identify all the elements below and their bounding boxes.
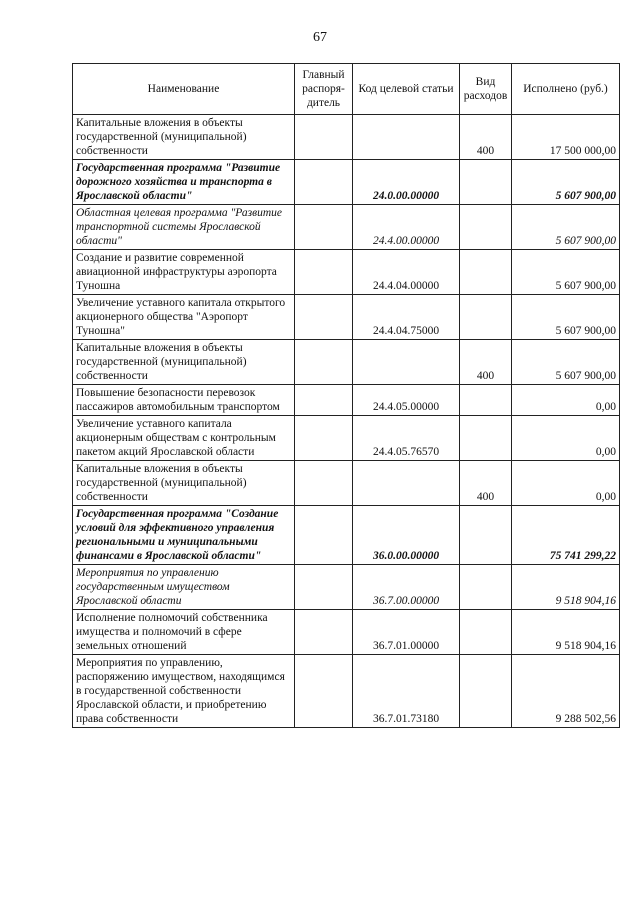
cell-executed-amount: 0,00 xyxy=(512,416,620,461)
cell-expense-type: 400 xyxy=(460,461,512,506)
cell-chief-administrator xyxy=(295,250,353,295)
table-row xyxy=(73,295,620,340)
cell-name: Повышение безопасности перевозок пассажиров автомобильным транспортом xyxy=(73,385,295,416)
header-expense-type: Вид расходов xyxy=(460,64,512,115)
table-row xyxy=(73,340,620,385)
cell-target-code xyxy=(353,461,460,506)
cell-chief-administrator xyxy=(295,115,353,160)
cell-chief-administrator xyxy=(295,385,353,416)
cell-executed-amount: 75 741 299,22 xyxy=(512,506,620,565)
cell-target-code: 36.7.01.00000 xyxy=(353,610,460,655)
table-row xyxy=(73,655,620,728)
cell-executed-amount: 5 607 900,00 xyxy=(512,340,620,385)
cell-target-code: 24.0.00.00000 xyxy=(353,160,460,205)
cell-target-code: 24.4.04.75000 xyxy=(353,295,460,340)
table-row xyxy=(73,416,620,461)
cell-executed-amount: 9 518 904,16 xyxy=(512,565,620,610)
table-row xyxy=(73,461,620,506)
cell-target-code: 36.0.00.00000 xyxy=(353,506,460,565)
cell-target-code xyxy=(353,340,460,385)
budget-execution-table xyxy=(72,63,620,728)
cell-expense-type xyxy=(460,205,512,250)
cell-target-code: 24.4.05.00000 xyxy=(353,385,460,416)
cell-expense-type xyxy=(460,416,512,461)
cell-target-code: 24.4.05.76570 xyxy=(353,416,460,461)
cell-expense-type xyxy=(460,610,512,655)
cell-expense-type xyxy=(460,506,512,565)
cell-executed-amount: 5 607 900,00 xyxy=(512,250,620,295)
table-row xyxy=(73,565,620,610)
table-row xyxy=(73,160,620,205)
cell-executed-amount: 0,00 xyxy=(512,385,620,416)
cell-executed-amount: 5 607 900,00 xyxy=(512,295,620,340)
header-chief-administrator: Главный распоря-дитель xyxy=(295,64,353,115)
cell-expense-type xyxy=(460,655,512,728)
cell-name: Капитальные вложения в объекты государственной (муниципальной) собственности xyxy=(73,115,295,160)
cell-expense-type xyxy=(460,160,512,205)
table-row xyxy=(73,205,620,250)
cell-name: Мероприятия по управлению государственным имуществом Ярославской области xyxy=(73,565,295,610)
table-row xyxy=(73,115,620,160)
cell-target-code: 24.4.00.00000 xyxy=(353,205,460,250)
cell-name: Государственная программа "Создание условий для эффективного управления региональными и муниципальными финансами в Ярославской области" xyxy=(73,506,295,565)
header-name: Наименование xyxy=(73,64,295,115)
cell-chief-administrator xyxy=(295,295,353,340)
cell-target-code xyxy=(353,115,460,160)
cell-expense-type: 400 xyxy=(460,115,512,160)
cell-chief-administrator xyxy=(295,506,353,565)
cell-name: Капитальные вложения в объекты государственной (муниципальной) собственности xyxy=(73,340,295,385)
cell-executed-amount: 9 288 502,56 xyxy=(512,655,620,728)
header-executed-amount: Исполнено (руб.) xyxy=(512,64,620,115)
cell-expense-type xyxy=(460,250,512,295)
cell-chief-administrator xyxy=(295,340,353,385)
cell-chief-administrator xyxy=(295,461,353,506)
cell-name: Увеличение уставного капитала акционерным обществам с контрольным пакетом акций Ярославской области xyxy=(73,416,295,461)
page-number: 67 xyxy=(313,30,327,45)
cell-name: Исполнение полномочий собственника имущества и полномочий в сфере земельных отношений xyxy=(73,610,295,655)
table-header-row xyxy=(73,64,620,115)
cell-executed-amount: 5 607 900,00 xyxy=(512,160,620,205)
cell-executed-amount: 5 607 900,00 xyxy=(512,205,620,250)
table-row xyxy=(73,610,620,655)
cell-executed-amount: 9 518 904,16 xyxy=(512,610,620,655)
cell-name: Капитальные вложения в объекты государственной (муниципальной) собственности xyxy=(73,461,295,506)
cell-chief-administrator xyxy=(295,416,353,461)
cell-name: Государственная программа "Развитие дорожного хозяйства и транспорта в Ярославской области" xyxy=(73,160,295,205)
table-row xyxy=(73,506,620,565)
cell-name: Увеличение уставного капитала открытого акционерного общества "Аэропорт Туношна" xyxy=(73,295,295,340)
cell-target-code: 24.4.04.00000 xyxy=(353,250,460,295)
cell-expense-type: 400 xyxy=(460,340,512,385)
cell-name: Создание и развитие современной авиационной инфраструктуры аэропорта Туношна xyxy=(73,250,295,295)
cell-name: Областная целевая программа "Развитие транспортной системы Ярославской области" xyxy=(73,205,295,250)
cell-expense-type xyxy=(460,565,512,610)
cell-chief-administrator xyxy=(295,565,353,610)
cell-chief-administrator xyxy=(295,160,353,205)
cell-chief-administrator xyxy=(295,205,353,250)
table-body xyxy=(73,115,620,728)
cell-expense-type xyxy=(460,295,512,340)
cell-name: Мероприятия по управлению, распоряжению имуществом, находящимся в государственной собственности Ярославской области, и приобретению права собственности xyxy=(73,655,295,728)
table-row xyxy=(73,250,620,295)
cell-target-code: 36.7.00.00000 xyxy=(353,565,460,610)
cell-expense-type xyxy=(460,385,512,416)
header-target-code: Код целевой статьи xyxy=(353,64,460,115)
cell-chief-administrator xyxy=(295,610,353,655)
cell-target-code: 36.7.01.73180 xyxy=(353,655,460,728)
cell-executed-amount: 0,00 xyxy=(512,461,620,506)
cell-chief-administrator xyxy=(295,655,353,728)
cell-executed-amount: 17 500 000,00 xyxy=(512,115,620,160)
table-row xyxy=(73,385,620,416)
